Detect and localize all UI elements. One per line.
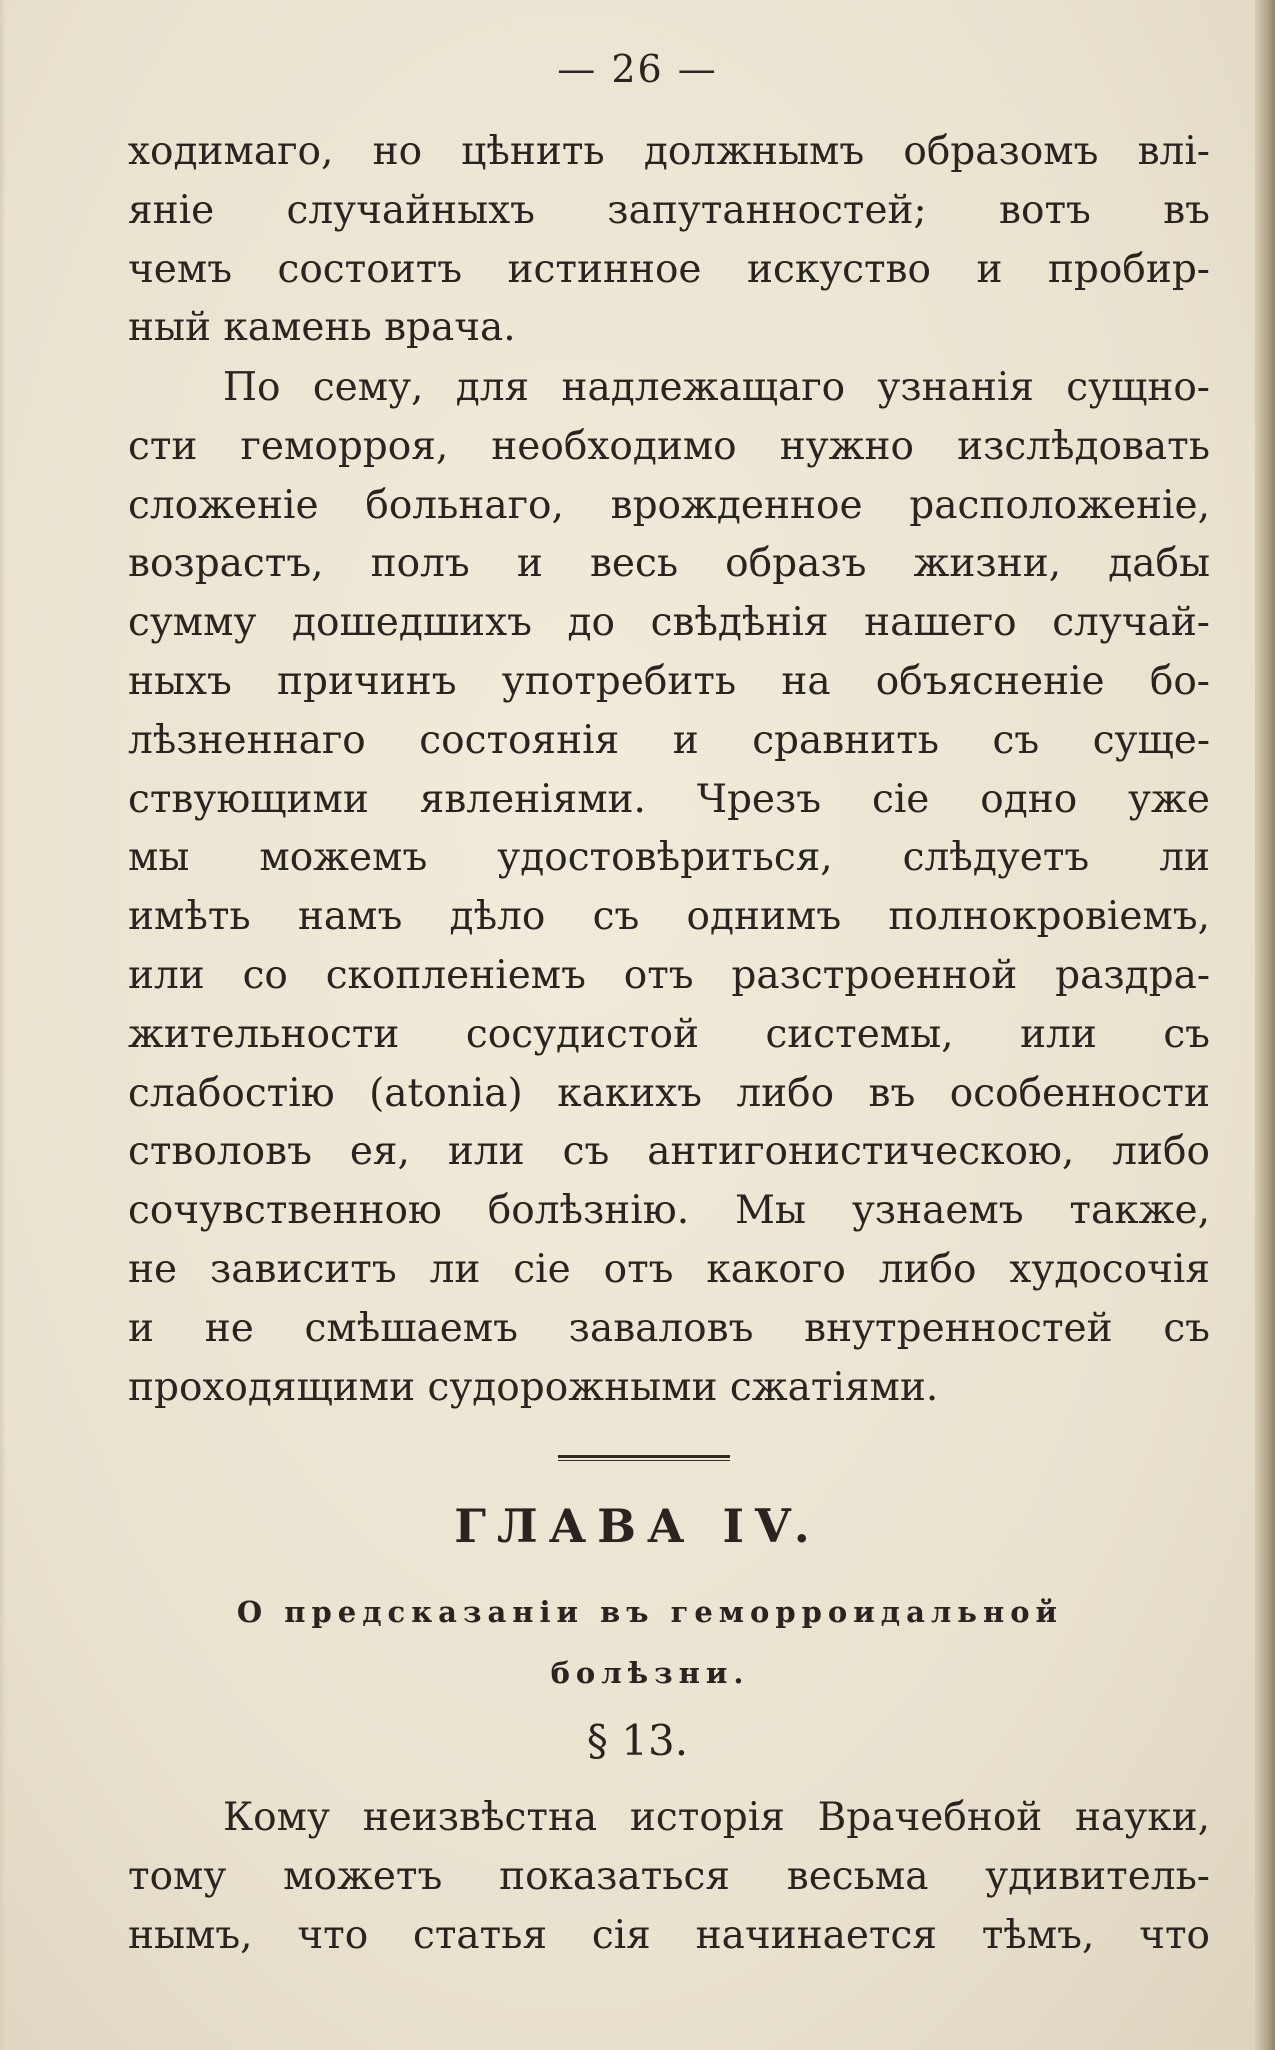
paragraph-hemorrhoids-diagnosis [128,359,1210,1417]
text-line: сумму дошедшихъ до свѣдѣнія нашего случай- [128,600,1210,646]
text-line: ствующими явленіями. Чрезъ сіе одно уже [128,776,1210,822]
page-number: — 26 — [557,47,718,91]
text-line: тому можетъ показаться весьма удивитель- [128,1853,1210,1899]
text-line: чемъ состоитъ истинное искуство и пробир- [128,246,1210,292]
text-line: и не смѣшаемъ заваловъ внутренностей съ [128,1305,1210,1351]
text-line: имѣть намъ дѣло съ однимъ полнокровіемъ, [128,894,1210,940]
text-line: или со скопленіемъ отъ разстроенной раздра- [128,952,1210,998]
text-line: сочувственною болѣзнію. Мы узнаемъ также, [128,1188,1210,1234]
paragraph-section-13 [128,1789,1210,1965]
text-line: лѣзненнаго состоянія и сравнить съ суще- [128,717,1210,763]
text-line: яніе случайныхъ запутанностей; вотъ въ [128,187,1210,233]
section-divider-rule [558,1455,730,1461]
paragraph-continuation [128,123,1210,358]
section-number: § 13. [586,1716,689,1765]
text-line: мы можемъ удостовѣриться, слѣдуетъ ли [128,835,1210,881]
chapter-title: ГЛАВА IV. [454,1499,821,1553]
text-line: По сему, для надлежащаго узнанія сущно- [223,365,1210,410]
text-line: стволовъ ея, или съ антигонистическою, либо [128,1129,1210,1175]
text-line: сложеніе больнаго, врожденное расположеніе, [128,482,1210,528]
text-line: ный камень врача. [128,305,516,351]
chapter-subtitle-line-1: О предсказаніи въ геморроидальной [236,1595,1064,1629]
chapter-subtitle-line-2: болѣзни. [550,1656,750,1690]
text-line: возрастъ, полъ и весь образъ жизни, дабы [128,541,1210,587]
text-line: сти геморроя, необходимо нужно изслѣдовать [128,423,1210,469]
text-line: не зависитъ ли сіе отъ какого либо худосочія [128,1246,1210,1292]
text-line: нымъ, что статья сія начинается тѣмъ, что [128,1912,1210,1958]
text-line: жительности сосудистой системы, или съ [128,1011,1210,1057]
text-line: Кому неизвѣстна исторія Врачебной науки, [223,1795,1210,1840]
text-line: ныхъ причинъ употребить на объясненіе бо- [128,658,1210,704]
text-line: слабостію (atonia) какихъ либо въ особенности [128,1070,1210,1116]
text-line: ходимаго, но цѣнить должнымъ образомъ влі- [128,129,1210,174]
text-line: проходящими судорожными сжатіями. [128,1364,939,1410]
